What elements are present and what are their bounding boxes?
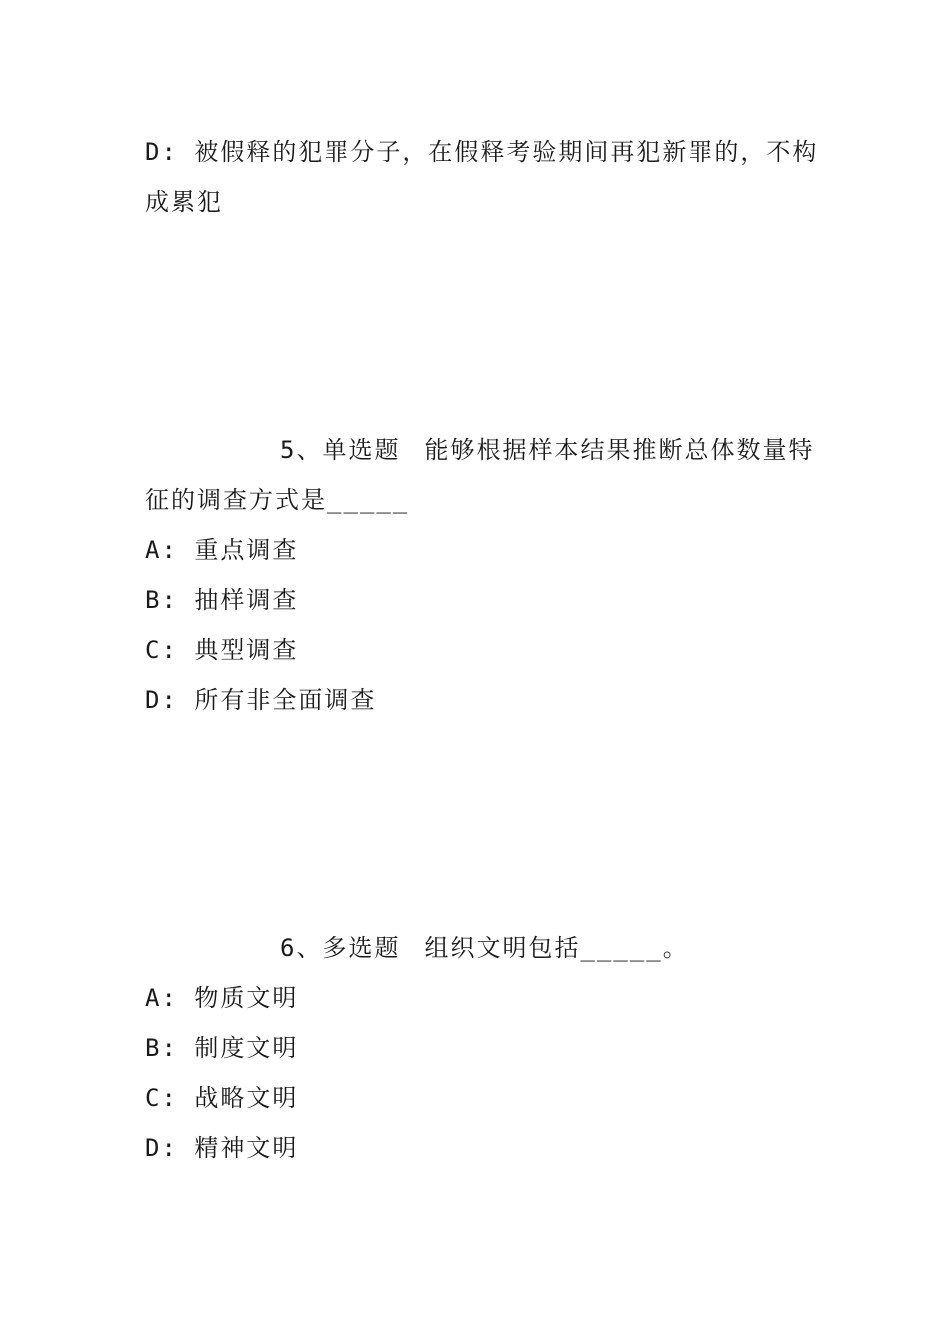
q5-stem-line1 (280, 435, 814, 465)
q6-stem-line (280, 933, 689, 963)
q5-option-c: C: 典型调查 (145, 636, 299, 664)
q5-stem: 能够根据样本结果推断总体数量特 (424, 436, 815, 464)
q6-number: 6、 (280, 934, 323, 962)
q5-stem-line2: 征的调查方式是_____ (145, 486, 410, 514)
q6-option-d: D: 精神文明 (145, 1134, 299, 1162)
q4-option-d-line2: 成累犯 (145, 188, 223, 216)
q5-number: 5、 (280, 436, 323, 464)
q6-option-c: C: 战略文明 (145, 1084, 299, 1112)
q6-stem: 组织文明包括_____。 (424, 934, 689, 962)
q5-option-a: A: 重点调查 (145, 536, 299, 564)
q5-option-b: B: 抽样调查 (145, 586, 299, 614)
q5-option-d: D: 所有非全面调查 (145, 686, 377, 714)
q6-option-b: B: 制度文明 (145, 1034, 299, 1062)
q6-option-a: A: 物质文明 (145, 984, 299, 1012)
q4-option-d-line1: D: 被假释的犯罪分子，在假释考验期间再犯新罪的，不构 (145, 138, 819, 166)
q5-type: 单选题 (322, 436, 401, 464)
q6-type: 多选题 (322, 934, 401, 962)
